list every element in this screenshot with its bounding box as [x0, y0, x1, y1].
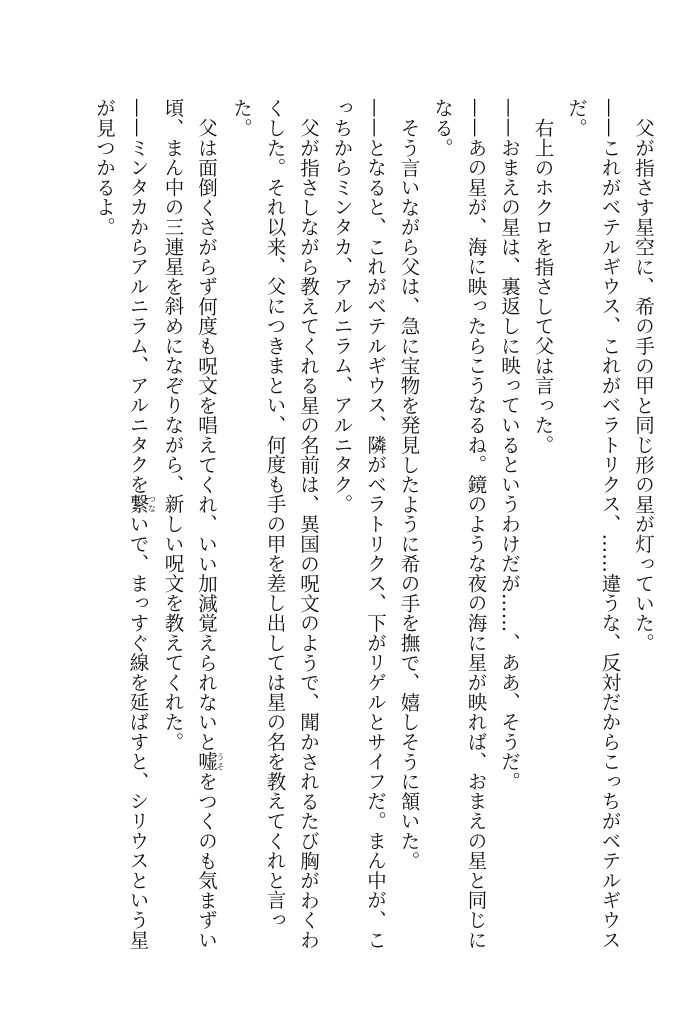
ruby-word	[126, 494, 157, 514]
dialogue-text: ——これがベテルギウス、これがベラトリクス、……違うな、反対だからこっちがベテルギウスだ。	[565, 98, 622, 950]
ruby-reading: つな	[147, 494, 157, 514]
paragraph-text: 父は面倒くさがらず何度も呪文を唱えてくれ、いい加減覚えられないと	[195, 117, 218, 752]
paragraph-2	[560, 98, 627, 958]
paragraph-6	[392, 98, 426, 958]
dialogue-text: ——となると、これがベテルギウス、隣がベラトリクス、下がリゲルとサイフだ。まん中が、こっちからミンタカ、アルニラム、アルニタク。	[330, 98, 387, 950]
dialogue-text: ——おまえの星は、裏返しに映っているというわけだが……、ああ、そうだ。	[498, 98, 521, 791]
paragraph-text: 右上のホクロを指さして父は言った。	[531, 117, 555, 455]
ruby-word	[195, 751, 225, 771]
paragraph-text: そう言いながら父は、急に宝物を発見したように希の手を撫で、嬉しそうに頷いた。	[397, 117, 421, 870]
dialogue-text: いで、まっすぐ線を延ばすと、シリウスという星が見つかるよ。	[93, 98, 150, 950]
ruby-reading: うそ	[216, 751, 225, 771]
paragraph-text: 父が指さしながら教えてくれる星の名前は、異国の呪文のようで、聞かされるたび胸がわくわくした。それ以来、父につきまとい、何度も手の甲を差し出しては星の名を教えてくれと言った。	[230, 98, 320, 950]
paragraph-8	[225, 98, 326, 958]
paragraph-9	[156, 98, 225, 958]
dialogue-text: ——ミンタカからアルニラム、アルニタクを	[126, 98, 150, 494]
paragraph-7	[325, 98, 392, 958]
paragraph-5	[426, 98, 493, 958]
paragraph-3	[526, 98, 560, 958]
paragraph-text: をつくのも気まずい頃、まん中の三連星を斜めになぞりながら、新しい呪文を教えてくれた。	[161, 98, 218, 950]
vertical-text-body	[88, 98, 661, 958]
paragraph-10	[88, 98, 157, 958]
ruby-base: 嘘	[195, 751, 218, 771]
paragraph-1	[627, 98, 661, 958]
paragraph-4	[493, 98, 527, 958]
paragraph-text: 父が指さす星空に、希の手の甲と同じ形の星が灯っていた。	[632, 117, 655, 653]
ruby-base: 繋	[126, 494, 150, 514]
dialogue-text: ——あの星が、海に映ったらこうなるね。鏡のような夜の海に星が映れば、おまえの星と同じになる。	[431, 98, 488, 950]
